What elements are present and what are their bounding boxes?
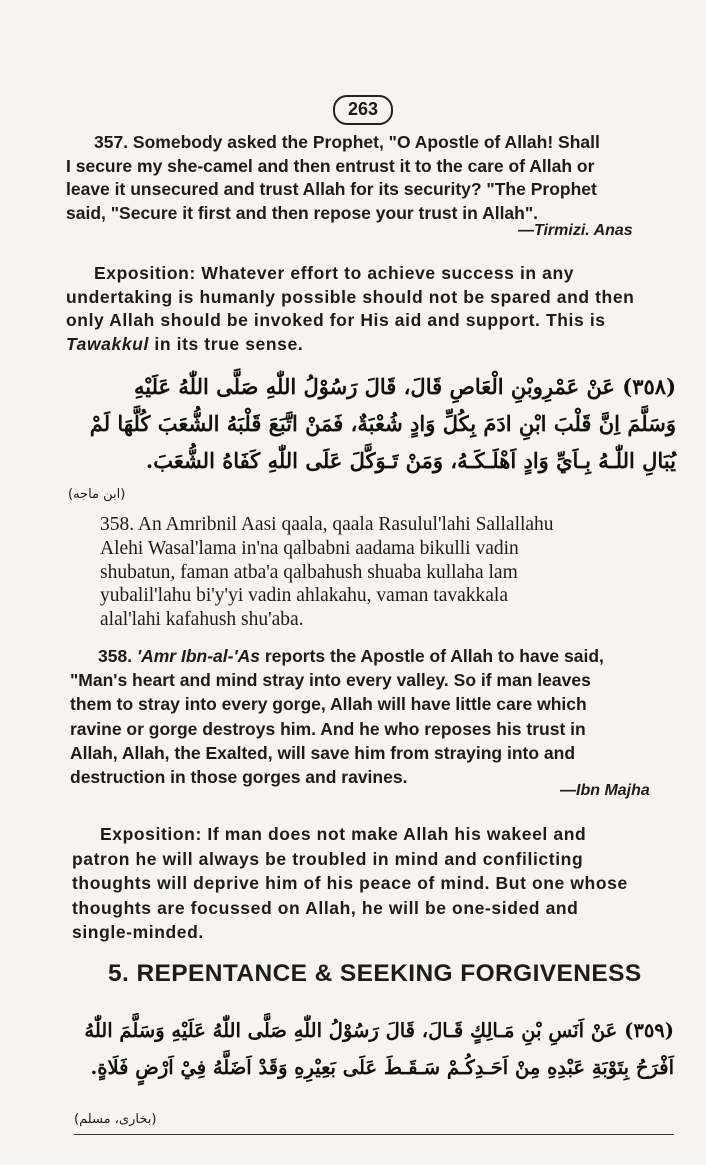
translation-line: Allah, Allah, the Exalted, will save him from straying into and xyxy=(70,742,576,763)
exposition-label: Exposition: xyxy=(94,263,196,283)
translit-line: Alehi Wasal'lama in'na qalbabni aadama bikulli vadin xyxy=(100,537,519,559)
hadith-357-text xyxy=(66,131,676,225)
hadith-number: 358. xyxy=(98,646,133,666)
exposition-line: patron he will always be troubled in mind and confilicting xyxy=(72,848,584,869)
exposition-label: Exposition: xyxy=(100,824,202,844)
translit-line: shubatun, faman atba'a qalbahush shuaba kullaha lam xyxy=(100,561,518,583)
section-heading: 5. REPENTANCE & SEEKING FORGIVENESS xyxy=(108,960,642,987)
translation-line: them to stray into every gorge, Allah will have little care which xyxy=(70,694,587,715)
hadith-357-line: I secure my she-camel and then entrust it to the care of Allah or xyxy=(66,155,595,176)
hadith-357-line: said, "Secure it first and then repose your trust in Allah". xyxy=(66,202,539,223)
hadith-358-reference: (ابن ماجه) xyxy=(68,487,126,502)
translation-line: reports the Apostle of Allah to have said, xyxy=(260,646,604,666)
hadith-358-transliteration xyxy=(100,513,680,632)
hadith-357-source: —Tirmizi. Anas xyxy=(518,222,633,239)
exposition-line: thoughts are focussed on Allah, he will be one-sided and xyxy=(72,897,579,918)
hadith-358-arabic xyxy=(70,368,676,479)
page-number: 263 xyxy=(333,95,393,125)
page-divider xyxy=(74,1134,674,1135)
exposition-line: If man does not make Allah his wakeel and xyxy=(201,824,587,844)
hadith-359-arabic xyxy=(74,1012,674,1086)
exposition-line: single-minded. xyxy=(72,922,204,942)
translation-line: destruction in those gorges and ravines. xyxy=(70,767,408,788)
exposition-2 xyxy=(72,822,682,945)
translit-line: alal'lahi kafahush shu'aba. xyxy=(100,609,304,631)
narrator-name: 'Amr Ibn-al-'As xyxy=(136,646,260,666)
translit-line: yubalil'lahu bi'y'yi vadin ahlakahu, vaman tavakkala xyxy=(100,585,508,607)
arabic-line: (٣٥٩) عَنْ اَنَسِ بْنِ مَـالِكٍ قَـالَ، قَالَ رَسُوْلُ اللّٰهِ صَلَّى اللّٰهُ عَلَيْهِ وَسَلَّمَ اللّٰهُ xyxy=(84,1019,674,1042)
hadith-357-line: 357. Somebody asked the Prophet, "O Apostle of Allah! Shall xyxy=(94,132,600,152)
arabic-line: (٣٥٨) عَنْ عَمْرِوبْنِ الْعَاصِ قَالَ، قَالَ رَسُوْلُ اللّٰهِ صَلَّى اللّٰهُ عَلَيْهِ xyxy=(134,374,676,399)
exposition-line: only Allah should be invoked for His aid and support. This is xyxy=(66,310,606,330)
arabic-line: وَسَلَّمَ اِنَّ قَلْبَ ابْنِ ادَمَ بِكُلِّ وَادٍ شُعْبَةٌ، فَمَنْ اتَّبَعَ قَلْبَهُ الشُّعَبَ كُلَّهَا لَمْ xyxy=(89,411,676,436)
hadith-358-source: —Ibn Majha xyxy=(560,782,650,799)
hadith-357-line: leave it unsecured and trust Allah for its security? "The Prophet xyxy=(66,179,597,199)
translation-line: "Man's heart and mind stray into every valley. So if man leaves xyxy=(70,670,591,691)
arabic-line: اَفْرَحُ بِتَوْبَةِ عَبْدِهِ مِنْ اَحَـدِكُـمْ سَـقَـطَ عَلَى بَعِيْرِهِ وَقَدْ اَضَلَّهُ فِيْ اَرْضٍ فَلَاةٍ. xyxy=(90,1056,674,1079)
hadith-359-reference: (بخاری، مسلم) xyxy=(74,1112,157,1127)
arabic-line: يُبَالِ اللّٰـهُ بِـاَيِّ وَادٍ اَهْلَـكَـهُ، وَمَنْ تَـوَكَّلَ عَلَى اللّٰهِ كَفَاهُ الشُّعَبَ. xyxy=(145,448,676,473)
exposition-line: undertaking is humanly possible should not be spared and then xyxy=(66,286,635,307)
translation-line: ravine or gorge destroys him. And he who reposes his trust in xyxy=(70,718,586,739)
exposition-line: thoughts will deprive him of his peace of mind. But one whose xyxy=(72,873,628,893)
tawakkul-term: Tawakkul xyxy=(66,333,149,354)
hadith-358-translation xyxy=(70,644,680,789)
exposition-line: in its true sense. xyxy=(148,333,304,354)
exposition-line: Whatever effort to achieve success in any xyxy=(195,263,575,283)
exposition-1 xyxy=(66,262,678,356)
translit-line: 358. An Amribnil Aasi qaala, qaala Rasulul'lahi Sallallahu xyxy=(100,514,554,535)
